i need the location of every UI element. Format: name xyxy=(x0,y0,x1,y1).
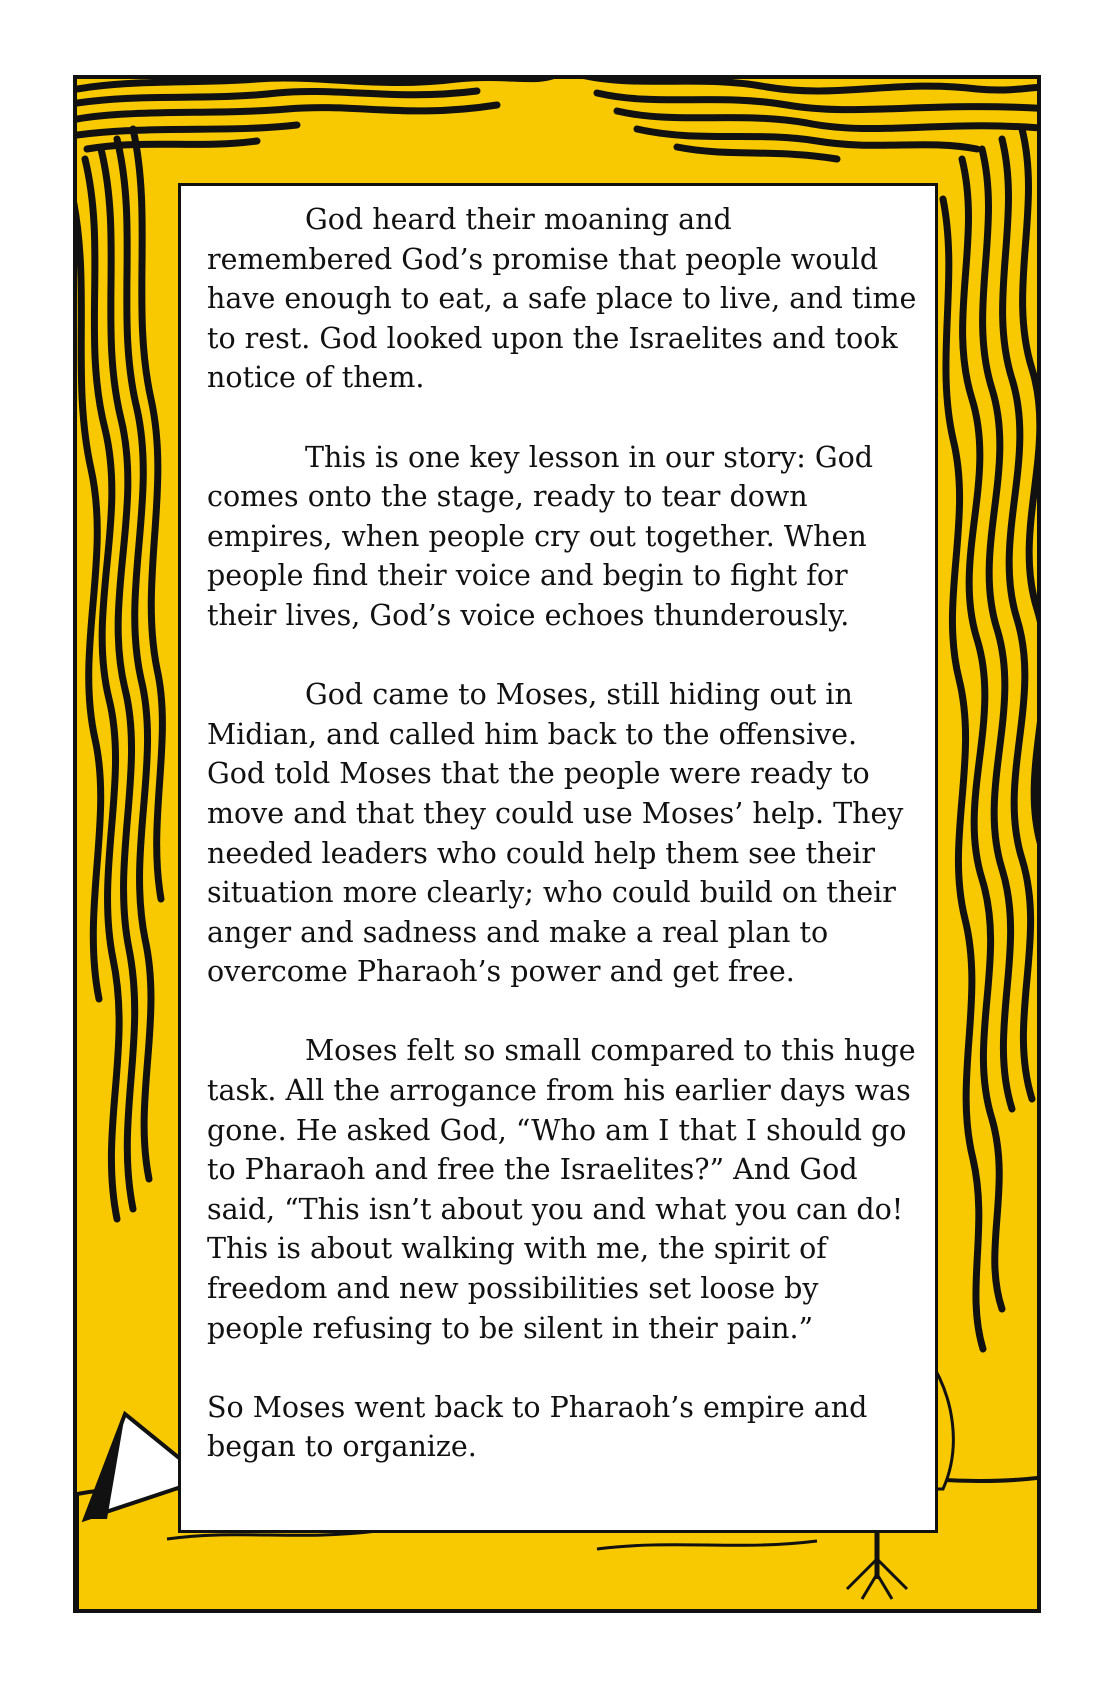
wavy-hair-border xyxy=(943,129,1041,1349)
paragraph-4: Moses felt so small compared to this huge task. All the arrogance from his earlier days was gone. He asked God, “Who am I that I should go to Pharaoh and free the Israelites?” And God said, “This isn’t about you and what you can do! This is about walking with me, the spirit of freedom and new possibilities set loose by people refusing to be silent in their pain.” xyxy=(207,1034,916,1345)
text-panel xyxy=(178,183,938,1533)
paragraph-2: This is one key lesson in our story: God comes onto the stage, ready to tear down empires, when people cry out together. When people find their voice and begin to fight for their lives, God’s voice echoes thunderously. xyxy=(207,440,874,632)
paragraph-1: God heard their moaning and remembered God’s promise that people would have enough to eat, a safe place to live, and time to rest. God looked upon the Israelites and took notice of them. xyxy=(207,203,917,395)
illustrated-frame xyxy=(73,75,1041,1613)
paragraph-3: God came to Moses, still hiding out in Midian, and called him back to the offensive. God told Moses that the people were ready to move and that they could use Moses’ help. They needed leaders who could help them see their situation more clearly; who could build on their anger and sadness and make a real plan to overcome Pharaoh’s power and get free. xyxy=(207,678,904,989)
wavy-hair-border xyxy=(577,79,1041,159)
wavy-hair-border xyxy=(77,79,557,149)
story-text xyxy=(207,200,917,1507)
paragraph-5: So Moses went back to Pharaoh’s empire and began to organize. xyxy=(207,1390,868,1464)
wavy-hair-border xyxy=(77,129,162,1219)
